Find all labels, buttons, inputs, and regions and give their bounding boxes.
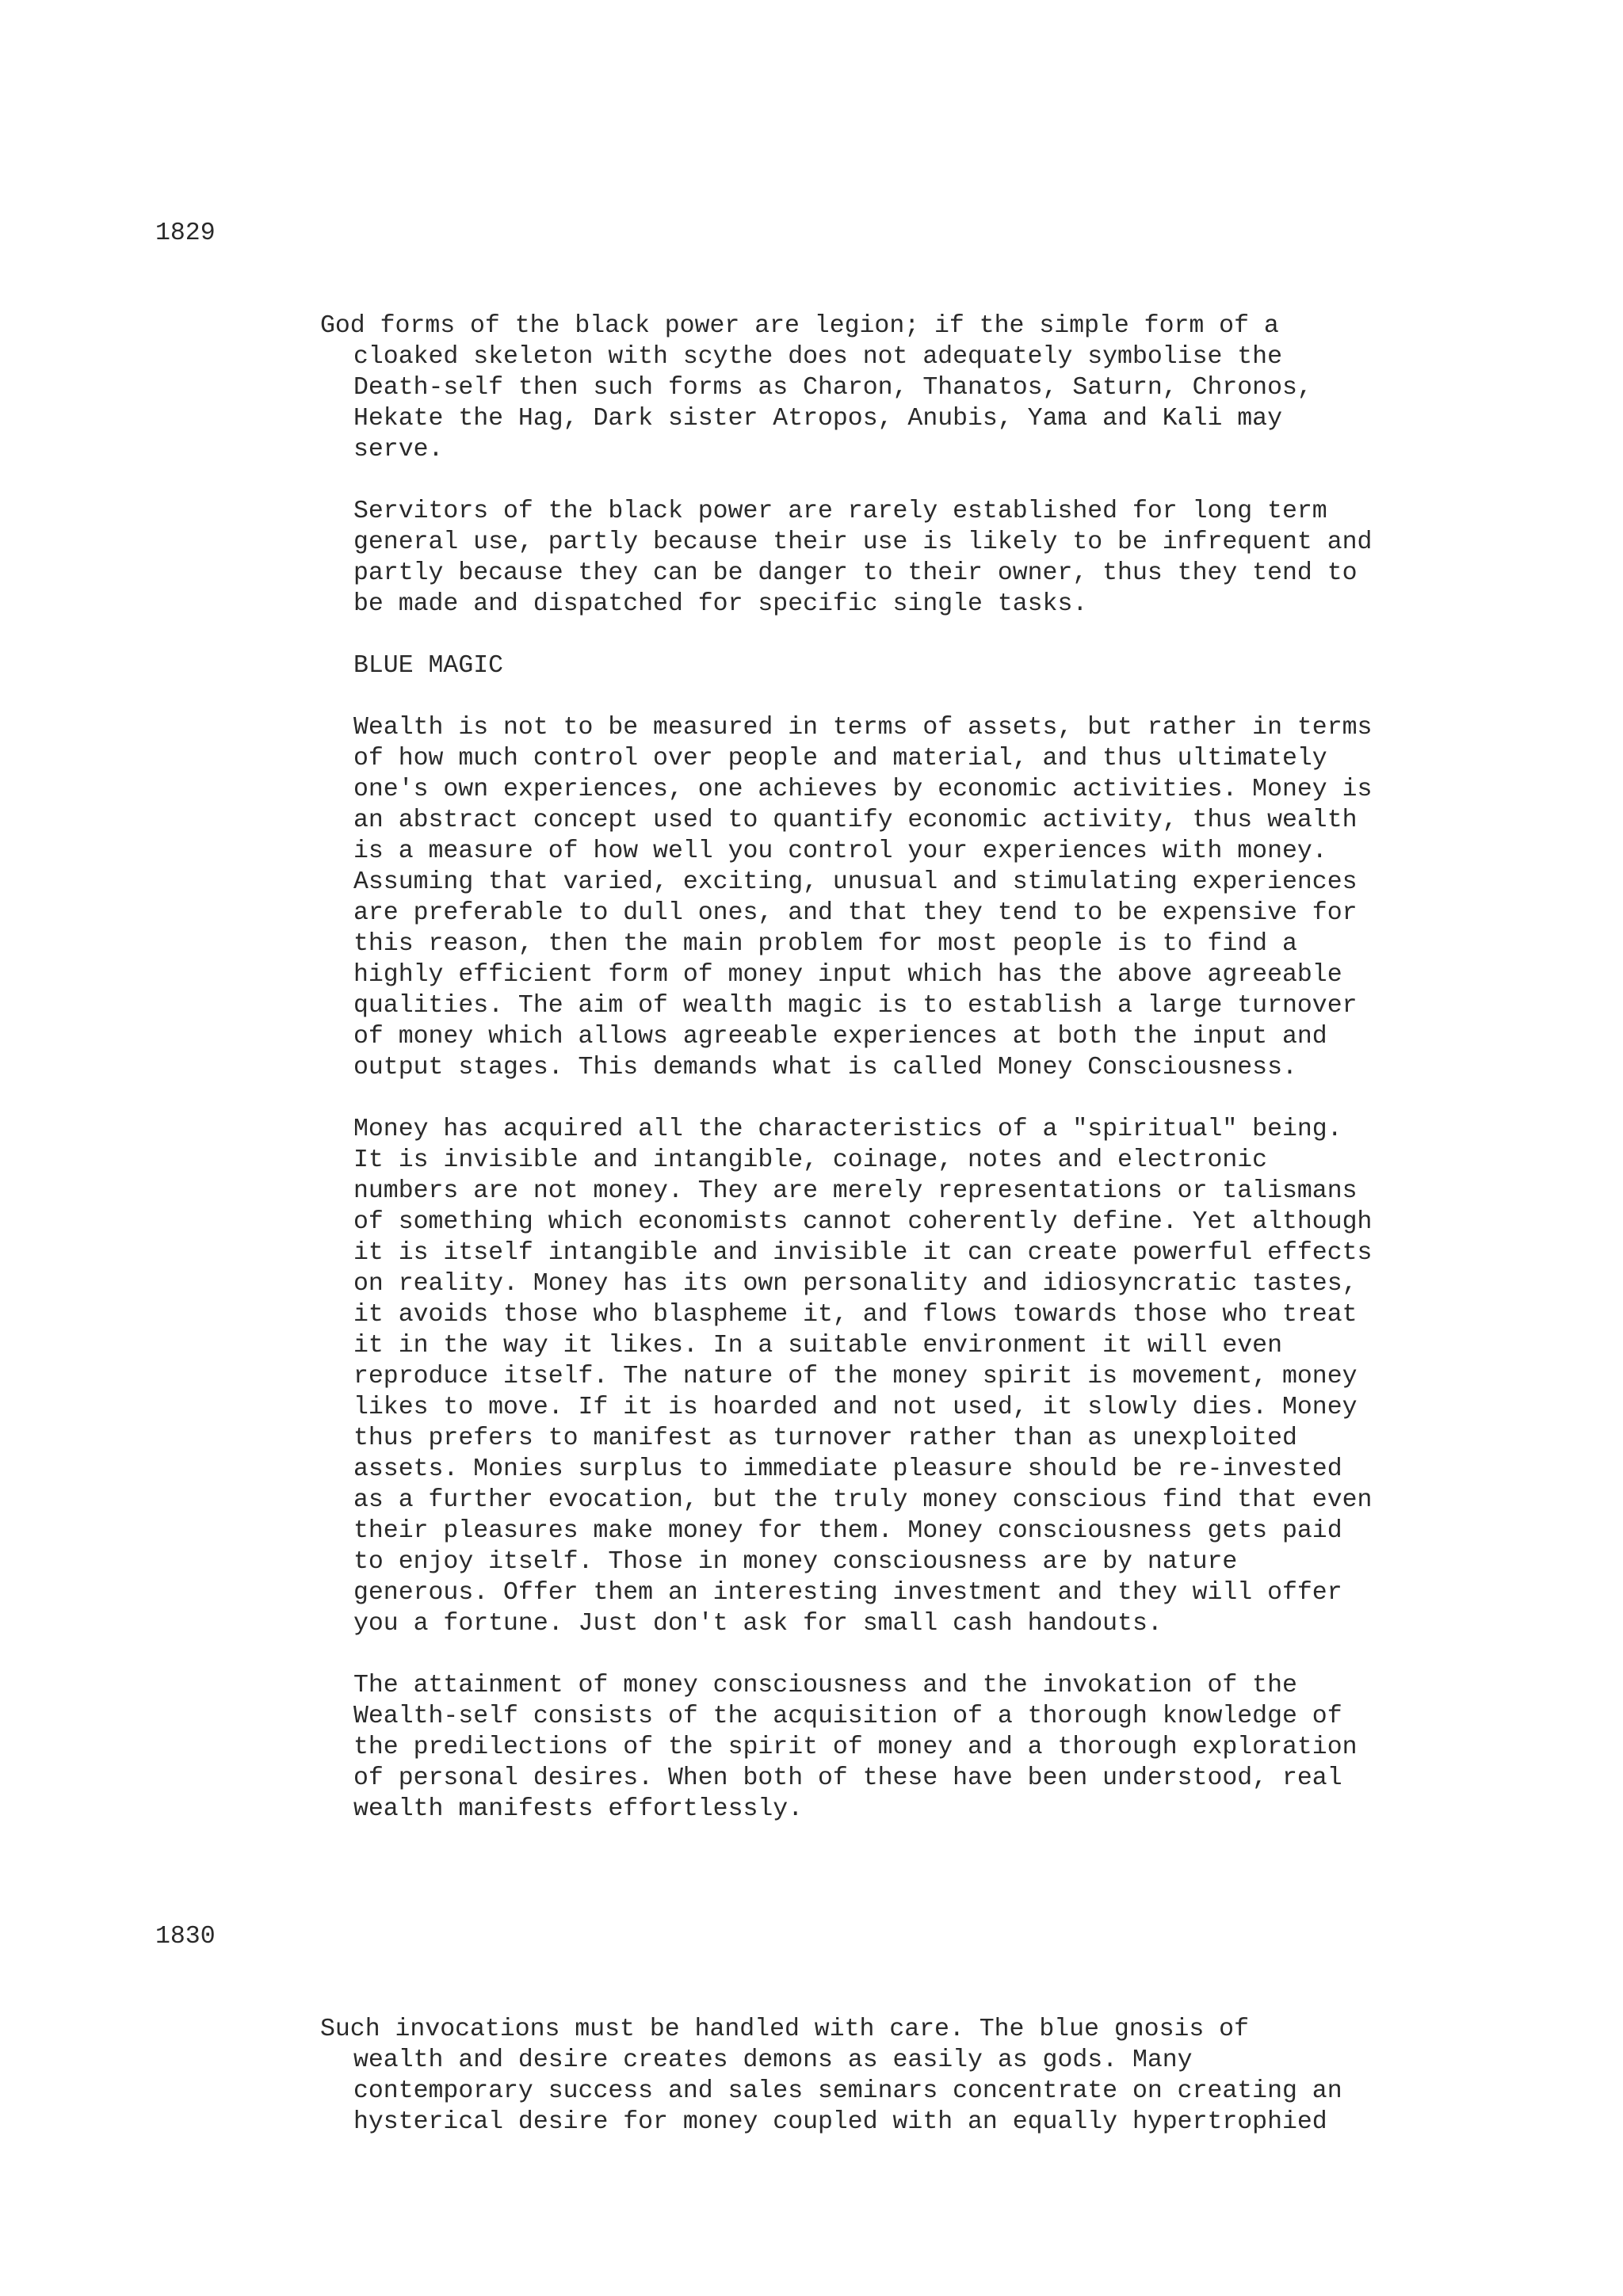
page-number: 1829 bbox=[155, 219, 216, 247]
paragraph-invocations: Such invocations must be handled with care. The blue gnosis of wealth and desire creates demons as easily as gods. Many contemporary success and sales seminars concentrate on creating an hysterical desire for money coupled with an equally hypertrophied bbox=[320, 2016, 1342, 2136]
paragraph-money-spirit: Money has acquired all the characteristics of a "spiritual" being. It is invisible and intangible, coinage, notes and electronic numbers are not money. They are merely representations or talismans of something which economists cannot coherently define. Yet although it is itself intangible and invisible it can create powerful effects on reality. Money has its own personality and idiosyncratic tastes, it avoids those who blaspheme it, and flows towards those who treat it in the way it likes. In a suitable environment it will even reproduce itself. The nature of the money spirit is movement, money likes to move. If it is hoarded and not used, it slowly dies. Money thus prefers to manifest as turnover rather than as unexploited assets. Monies surplus to immediate pleasure should be re-invested as a further evocation, but the truly money conscious find that even their pleasures make money for them. Money consciousness gets paid to enjoy itself. Those in money consciousness are by nature generous. Offer them an interesting investment and they will offer you a fortune. Just don't ask for small cash handouts. bbox=[353, 1116, 1373, 1638]
section-heading: BLUE MAGIC bbox=[353, 652, 504, 680]
paragraph-servitors: Servitors of the black power are rarely established for long term general use, partly because their use is likely to be infrequent and partly because they can be danger to their owner, thus they tend to be made and dispatched for specific single tasks. bbox=[353, 498, 1373, 618]
paragraph-wealth: Wealth is not to be measured in terms of assets, but rather in terms of how much control over people and material, and thus ultimately one's own experiences, one achieves by economic activities. Money is an abstract concept used to quantify economic activity, thus wealth is a measure of how well you control your experiences with money. Assuming that varied, exciting, unusual and stimulating experiences are preferable to dull ones, and that they tend to be expensive for this reason, then the main problem for most people is to find a highly efficient form of money input which has the above agreeable qualities. The aim of wealth magic is to establish a large turnover of money which allows agreeable experiences at both the input and output stages. This demands what is called Money Consciousness. bbox=[353, 714, 1373, 1081]
text-block bbox=[320, 311, 1556, 1825]
page-number: 1830 bbox=[155, 1923, 216, 1951]
paragraph-god-forms: God forms of the black power are legion; if the simple form of a cloaked skeleton with scythe does not adequately symbolise the Death-self then such forms as Charon, Thanatos, Saturn, Chronos, Hekate the Hag, Dark sister Atropos, Anubis, Yama and Kali may serve. bbox=[320, 312, 1312, 463]
paragraph-money-consciousness: The attainment of money consciousness and the invokation of the Wealth-self consists of the acquisition of a thorough knowledge of the predilections of the spirit of money and a thorough exploration of personal desires. When both of these have been understood, real wealth manifests effortlessly. bbox=[353, 1672, 1358, 1823]
text-block bbox=[320, 2014, 1556, 2138]
